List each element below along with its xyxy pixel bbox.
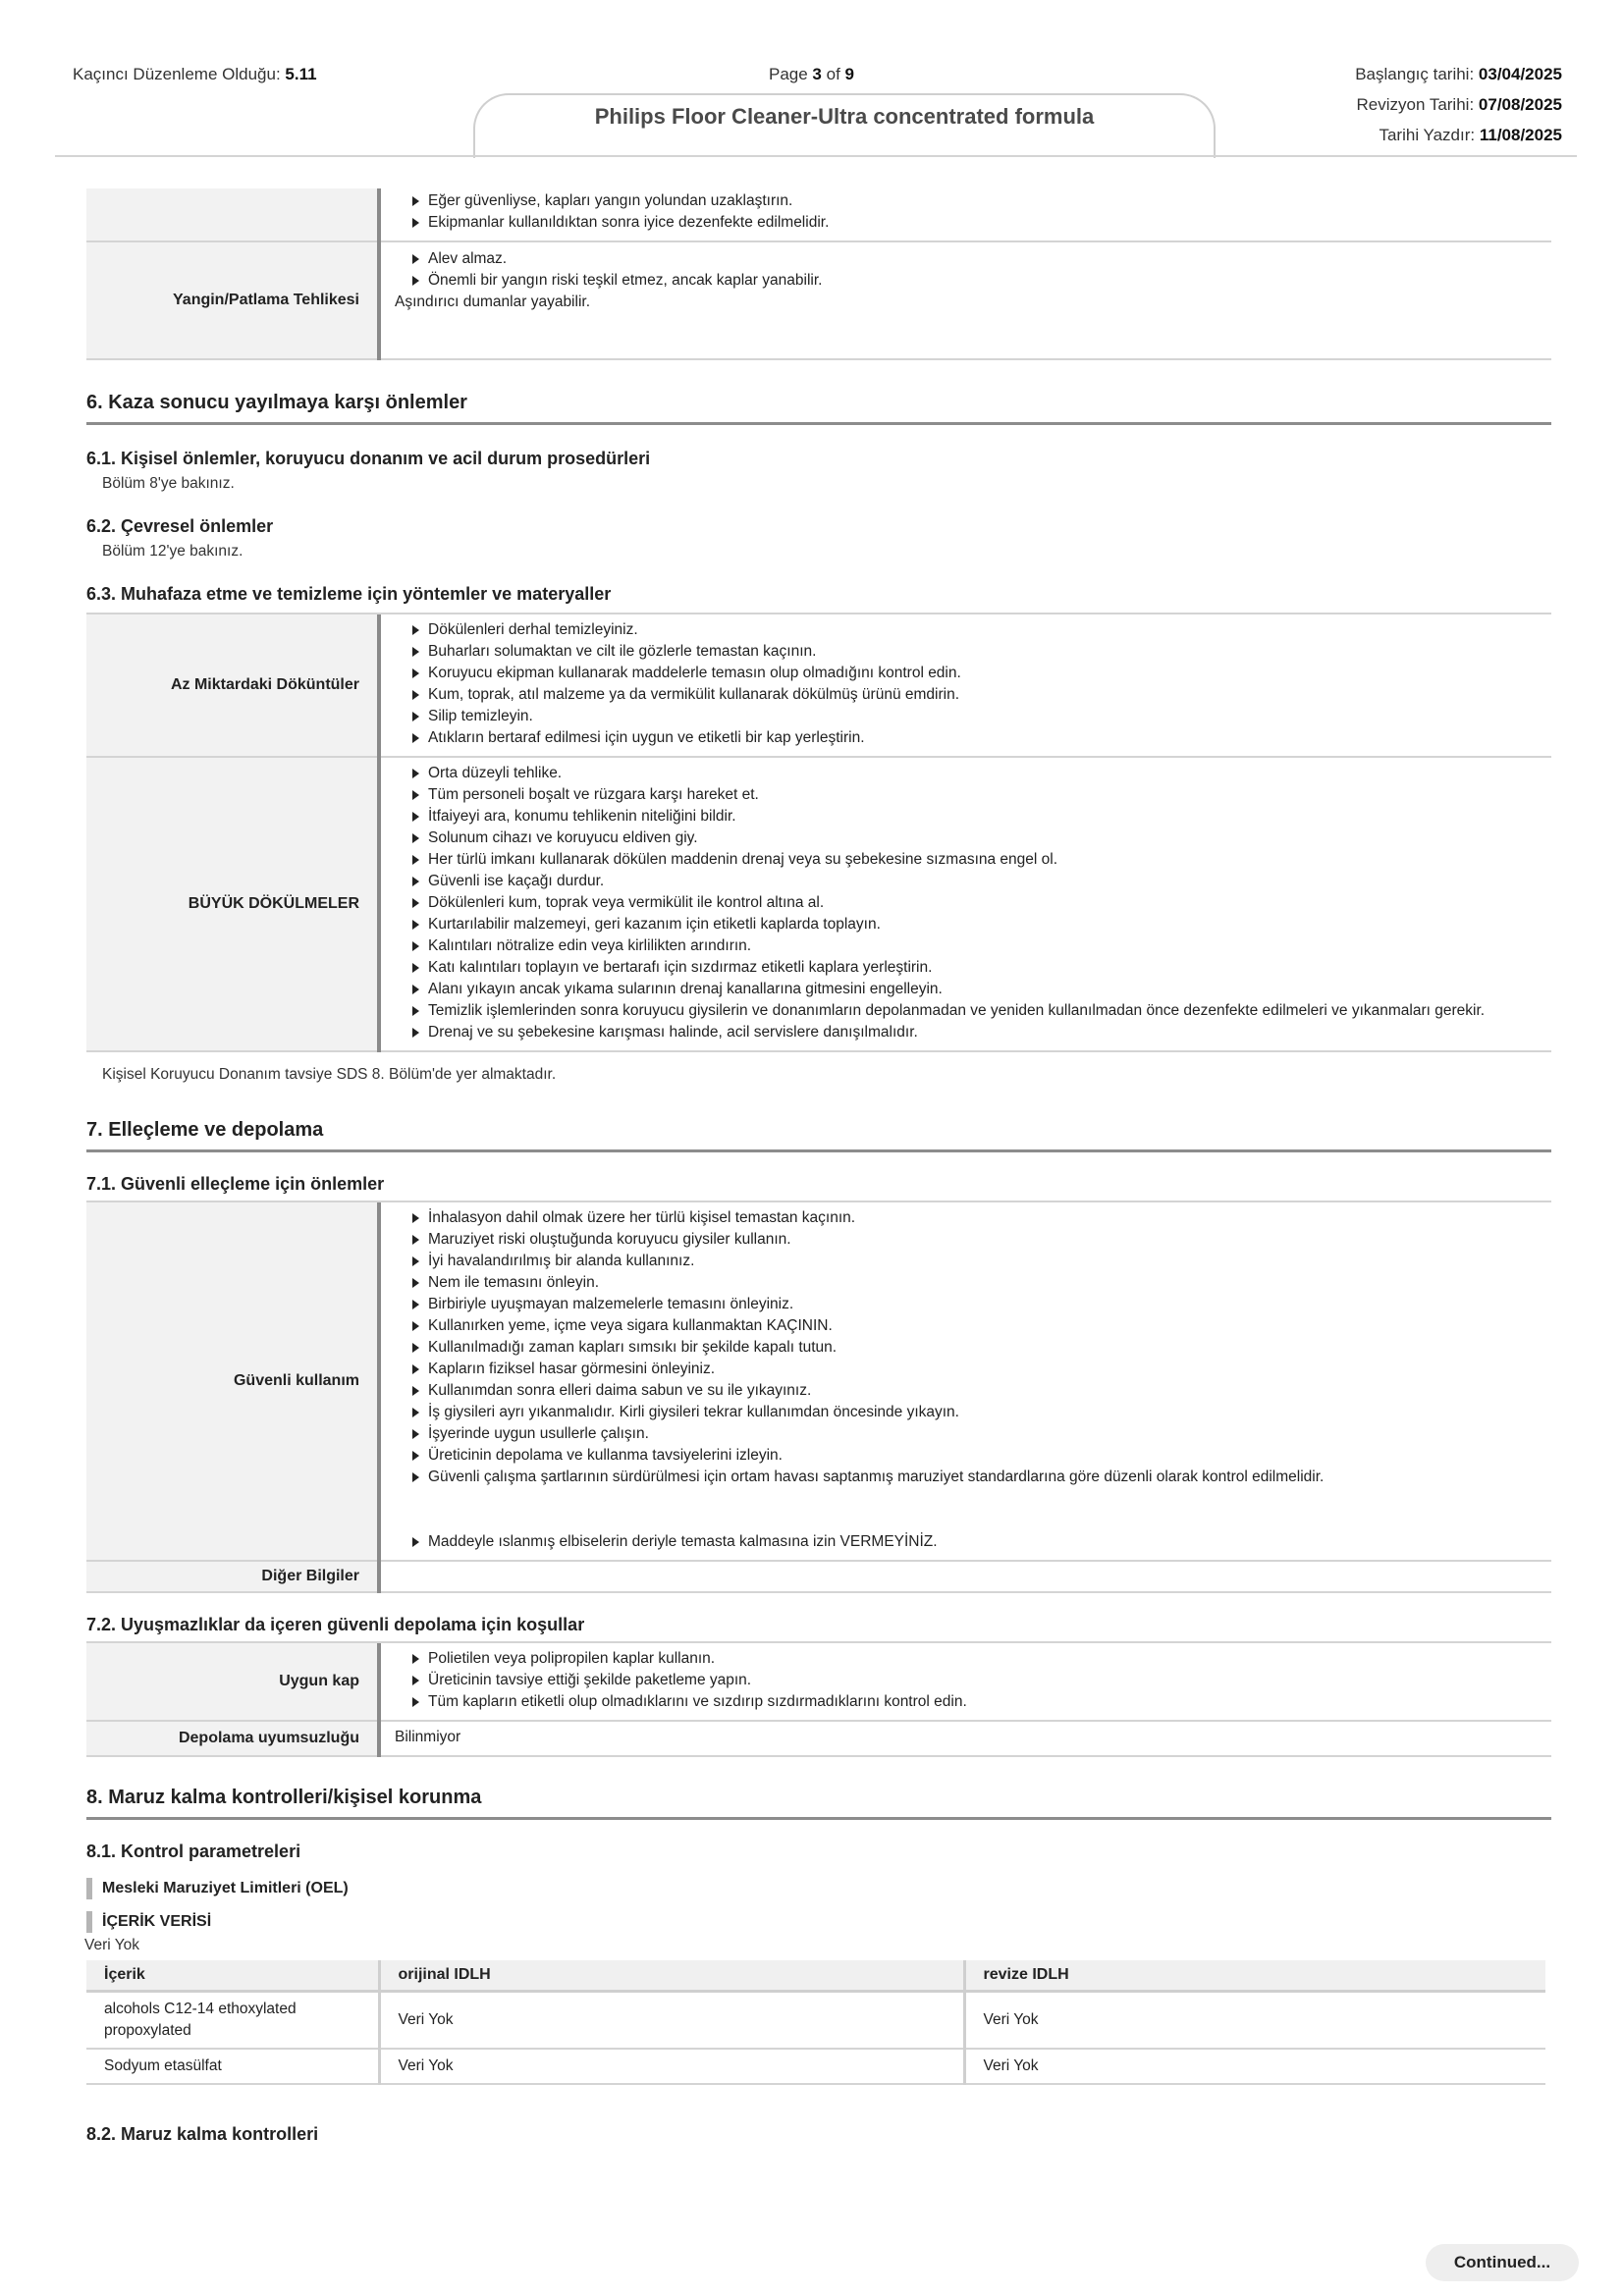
list-item: Güvenli ise kaçağı durdur. — [395, 871, 1540, 892]
continued-badge: Continued... — [1426, 2244, 1579, 2281]
small-spills-list — [395, 619, 1540, 749]
table-cell: Sodyum etasülfat — [86, 2049, 379, 2084]
header-divider — [55, 155, 1577, 157]
list-item: Drenaj ve su şebekesine karışması halinde, acil servislere danışılmalıdır. — [395, 1022, 1540, 1043]
list-item: İyi havalandırılmış bir alanda kullanınız. — [395, 1251, 1540, 1272]
table-cell: Veri Yok — [964, 2049, 1545, 2084]
fire-hazard-note: Aşındırıcı dumanlar yayabilir. — [395, 294, 591, 310]
large-spills-list — [395, 763, 1540, 1043]
list-item: Dökülenleri derhal temizleyiniz. — [395, 619, 1540, 641]
product-title: Philips Floor Cleaner-Ultra concentrated formula — [594, 104, 1095, 129]
list-item: Önemli bir yangın riski teşkil etmez, ancak kaplar yanabilir. — [395, 270, 1540, 292]
list-item: İş giysileri ayrı yıkanmalıdır. Kirli giysileri tekrar kullanımdan öncesinde yıkayın. — [395, 1402, 1540, 1423]
table-cell: alcohols C12-14 ethoxylated propoxylated — [86, 1992, 379, 2050]
list-item: İnhalasyon dahil olmak üzere her türlü kişisel temastan kaçının. — [395, 1207, 1540, 1229]
section-6-3-title: 6.3. Muhafaza etme ve temizleme için yöntemler ve materyaller — [86, 584, 612, 604]
list-item: Her türlü imkanı kullanarak dökülen maddenin drenaj veya su şebekesine sızmasına engel ol. — [395, 849, 1540, 871]
fire-hazard-list — [395, 248, 1540, 292]
section-7-2-title: 7.2. Uyuşmazlıklar da içeren güvenli depolama için koşullar — [86, 1615, 585, 1634]
section-6-1-title: 6.1. Kişisel önlemler, koruyucu donanım ve acil durum prosedürleri — [86, 449, 651, 468]
list-item: Katı kalıntıları toplayın ve bertarafı için sızdırmaz etiketli kaplara yerleştirin. — [395, 957, 1540, 979]
start-date: Başlangıç tarihi: 03/04/2025 — [1355, 65, 1562, 83]
table-row — [86, 2049, 1545, 2084]
safe-handling-extra — [395, 1531, 1540, 1553]
ingredient-data-heading: İÇERİK VERİSİ — [86, 1911, 1551, 1933]
other-info-label: Diğer Bilgiler — [86, 1561, 379, 1592]
oel-heading: Mesleki Maruziyet Limitleri (OEL) — [86, 1878, 1551, 1899]
fire-hazard-table — [86, 188, 1551, 360]
table-row — [86, 1202, 1551, 1561]
list-item: Üreticinin depolama ve kullanma tavsiyelerini izleyin. — [395, 1445, 1540, 1467]
list-item: Kurtarılabilir malzemeyi, geri kazanım için etiketli kaplarda toplayın. — [395, 914, 1540, 935]
no-data-text: Veri Yok — [84, 1937, 140, 1953]
revision-date: Revizyon Tarihi: 07/08/2025 — [1356, 95, 1562, 114]
handling-table — [86, 1202, 1551, 1593]
column-header: İçerik — [86, 1960, 379, 1992]
table-cell: Veri Yok — [379, 2049, 964, 2084]
section-8-1-title: 8.1. Kontrol parametreleri — [86, 1842, 301, 1861]
list-item: Kullanırken yeme, içme veya sigara kullanmaktan KAÇININ. — [395, 1315, 1540, 1337]
suitable-container-list — [395, 1648, 1540, 1713]
list-item: Kapların fiziksel hasar görmesini önleyiniz. — [395, 1359, 1540, 1380]
list-item: İşyerinde uygun usullerle çalışın. — [395, 1423, 1540, 1445]
document-body — [86, 188, 1551, 2145]
column-header: revize IDLH — [964, 1960, 1545, 1992]
ppe-note: Kişisel Koruyucu Donanım tavsiye SDS 8. Bölüm'de yer almaktadır. — [102, 1066, 557, 1083]
revision-number: Kaçıncı Düzenleme Olduğu: 5.11 — [73, 65, 317, 83]
fire-measures-list — [395, 190, 1540, 234]
list-item: Güvenli çalışma şartlarının sürdürülmesi için ortam havası saptanmış maruziyet standardlarına göre düzenli olarak kontrol edilmelidir. — [395, 1467, 1540, 1488]
table-row — [86, 241, 1551, 359]
list-item: Tüm personeli boşalt ve rüzgara karşı hareket et. — [395, 784, 1540, 806]
list-item: Üreticinin tavsiye ettiği şekilde paketleme yapın. — [395, 1670, 1540, 1691]
table-cell: Veri Yok — [379, 1992, 964, 2050]
list-item: İtfaiyeyi ara, konumu tehlikenin niteliğini bildir. — [395, 806, 1540, 828]
list-item: Polietilen veya polipropilen kaplar kullanın. — [395, 1648, 1540, 1670]
table-row — [86, 1643, 1551, 1721]
section-7-title: 7. Elleçleme ve depolama — [86, 1119, 324, 1141]
section-6-2-title: 6.2. Çevresel önlemler — [86, 516, 274, 536]
storage-table — [86, 1643, 1551, 1757]
list-item: Alev almaz. — [395, 248, 1540, 270]
suitable-container-label: Uygun kap — [86, 1643, 379, 1721]
list-item: Koruyucu ekipman kullanarak maddelerle temasın olup olmadığını kontrol edin. — [395, 663, 1540, 684]
list-item: Birbiriyle uyuşmayan malzemelerle temasını önleyiniz. — [395, 1294, 1540, 1315]
table-row — [86, 188, 1551, 241]
small-spills-label: Az Miktardaki Döküntüler — [86, 614, 379, 757]
table-row — [86, 1992, 1545, 2050]
list-item: Maruziyet riski oluştuğunda koruyucu giysiler kullanın. — [395, 1229, 1540, 1251]
table-row — [86, 757, 1551, 1051]
section-6-title: 6. Kaza sonucu yayılmaya karşı önlemler — [86, 392, 467, 413]
section-7-1-title: 7.1. Güvenli elleçleme için önlemler — [86, 1174, 385, 1194]
print-date: Tarihi Yazdır: 11/08/2025 — [1379, 126, 1562, 144]
table-cell: Veri Yok — [964, 1992, 1545, 2050]
list-item: Nem ile temasını önleyin. — [395, 1272, 1540, 1294]
section-8-title: 8. Maruz kalma kontrolleri/kişisel korunma — [86, 1787, 482, 1808]
page-number: Page 3 of 9 — [768, 65, 855, 83]
table-row — [86, 1561, 1551, 1592]
safe-handling-label: Güvenli kullanım — [86, 1202, 379, 1561]
storage-incompatibility-value: Bilinmiyor — [379, 1721, 1551, 1756]
large-spills-label: BÜYÜK DÖKÜLMELER — [86, 757, 379, 1051]
list-item: Alanı yıkayın ancak yıkama sularının drenaj kanallarına gitmesini engelleyin. — [395, 979, 1540, 1000]
list-item: Ekipmanlar kullanıldıktan sonra iyice dezenfekte edilmelidir. — [395, 212, 1540, 234]
list-item: Tüm kapların etiketli olup olmadıklarını ve sızdırıp sızdırmadıklarını kontrol edin. — [395, 1691, 1540, 1713]
list-item: Kalıntıları nötralize edin veya kirlilikten arındırın. — [395, 935, 1540, 957]
list-item: Kullanılmadığı zaman kapları sımsıkı bir şekilde kapalı tutun. — [395, 1337, 1540, 1359]
column-header: orijinal IDLH — [379, 1960, 964, 1992]
table-row — [86, 614, 1551, 757]
storage-incompatibility-label: Depolama uyumsuzluğu — [86, 1721, 379, 1756]
list-item: Silip temizleyin. — [395, 706, 1540, 727]
list-item: Kum, toprak, atıl malzeme ya da vermikülit kullanarak dökülmüş ürünü emdirin. — [395, 684, 1540, 706]
fire-hazard-label: Yangin/Patlama Tehlikesi — [86, 241, 379, 359]
list-item: Orta düzeyli tehlike. — [395, 763, 1540, 784]
list-item: Atıkların bertaraf edilmesi için uygun ve etiketli bir kap yerleştirin. — [395, 727, 1540, 749]
table-row — [86, 1721, 1551, 1756]
section-6-1-text: Bölüm 8'ye bakınız. — [102, 475, 235, 492]
list-item: Maddeyle ıslanmış elbiselerin deriyle temasta kalmasına izin VERMEYİNİZ. — [395, 1531, 1540, 1553]
list-item: Eğer güvenliyse, kapları yangın yolundan uzaklaştırın. — [395, 190, 1540, 212]
safe-handling-list — [395, 1207, 1540, 1488]
spill-table — [86, 614, 1551, 1052]
list-item: Buharları solumaktan ve cilt ile gözlerle temastan kaçının. — [395, 641, 1540, 663]
idlh-table — [86, 1960, 1545, 2085]
list-item: Kullanımdan sonra elleri daima sabun ve su ile yıkayınız. — [395, 1380, 1540, 1402]
header-dates — [1355, 59, 1562, 150]
list-item: Temizlik işlemlerinden sonra koruyucu giysilerin ve donanımların depolanmadan ve yeniden kullanılmadan önce dezenfekte edilmeleri ve yıkanmaları gerekir. — [395, 1000, 1540, 1022]
table-header-row — [86, 1960, 1545, 1992]
list-item: Dökülenleri kum, toprak veya vermikülit ile kontrol altına al. — [395, 892, 1540, 914]
section-8-2-title: 8.2. Maruz kalma kontrolleri — [86, 2124, 319, 2144]
list-item: Solunum cihazı ve koruyucu eldiven giy. — [395, 828, 1540, 849]
section-6-2-text: Bölüm 12'ye bakınız. — [102, 543, 243, 560]
